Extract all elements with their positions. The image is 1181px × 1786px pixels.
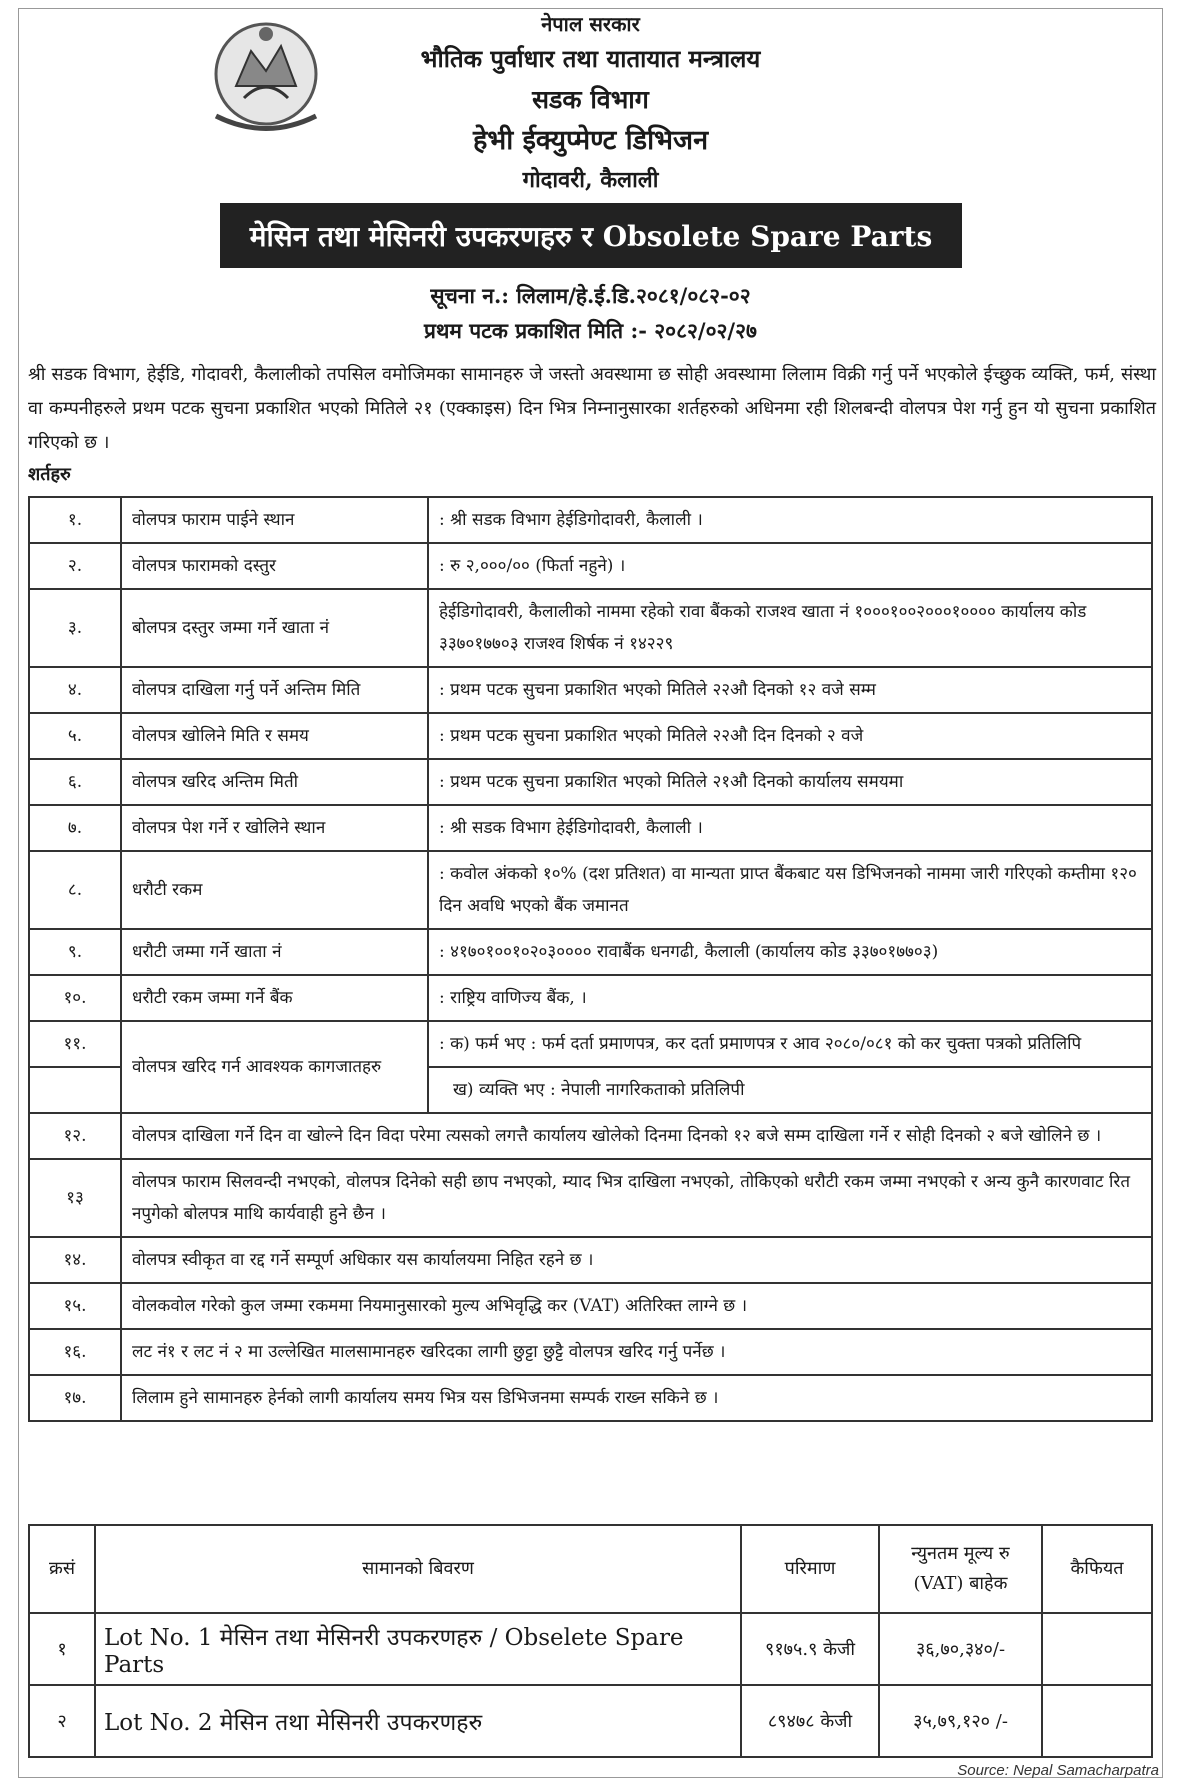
term-value: लट नं१ र लट नं २ मा उल्लेखित मालसामानहरु खरिदका लागी छुट्टा छुट्टै वोलपत्र खरिद गर्नु पर्नेछ । [121,1329,1152,1375]
term-row [29,1113,1152,1159]
term-number: १०. [29,975,121,1021]
term-label: वोलपत्र दाखिला गर्नु पर्ने अन्तिम मिति [121,667,428,713]
term-number: ४. [29,667,121,713]
col-sn: क्रसं [29,1525,95,1613]
term-label: वोलपत्र फारामको दस्तुर [121,543,428,589]
term-number: ५. [29,713,121,759]
published-date: प्रथम पटक प्रकाशित मिति :- २०८२/०२/२७ [424,318,757,343]
term-number: १७. [29,1375,121,1421]
header-ministry: भौतिक पुर्वाधार तथा यातायात मन्त्रालय [420,44,761,73]
items-table [28,1524,1153,1758]
term-label: वोलपत्र खरिद गर्न आवश्यक कागजातहरु [121,1021,428,1113]
term-row [29,713,1152,759]
col-price [879,1525,1042,1613]
source-credit: Source: Nepal Samacharpatra [957,1762,1159,1779]
term-value: ख) व्यक्ति भए : नेपाली नागरिकताको प्रतिलिपी [428,1067,1152,1113]
item-sn: २ [29,1685,95,1757]
items-header-row [29,1525,1152,1613]
col-description: सामानको बिवरण [95,1525,741,1613]
term-number: १५. [29,1283,121,1329]
col-quantity: परिमाण [741,1525,879,1613]
header-division: हेभी ईक्युप्मेण्ट डिभिजन [472,125,709,156]
term-label: बोलपत्र दस्तुर जम्मा गर्ने खाता नं [121,589,428,667]
term-value: वोलपत्र दाखिला गर्ने दिन वा खोल्ने दिन विदा परेमा त्यसको लगत्तै कार्यालय खोलेको दिनमा दिनको १२ बजे सम्म दाखिला गर्ने र सोही दिनको २ बजे खोलिने छ । [121,1113,1152,1159]
term-number-empty [29,1067,121,1113]
term-value: : ४१७०१००१०२०३०००० रावाबैंक धनगढी, कैलाली (कार्यालय कोड ३३७०१७७०३) [428,929,1152,975]
term-label: धरौटी रकम जम्मा गर्ने बैंक [121,975,428,1021]
term-value: : रु २,०००/०० (फिर्ता नहुने) । [428,543,1152,589]
term-value: वोलपत्र फाराम सिलवन्दी नभएको, वोलपत्र दिनेको सही छाप नभएको, म्याद भित्र दाखिला नभएको, तोकिएको धरौटी रकम जम्मा नभएको र अन्य कुनै कारणवाट रित नपुगेको बोलपत्र माथि कार्यवाही हुने छैन । [121,1159,1152,1237]
term-number: १३ [29,1159,121,1237]
item-remarks [1042,1613,1152,1685]
intro-paragraph: श्री सडक विभाग, हेईडि, गोदावरी, कैलालीको तपसिल वमोजिमका सामानहरु जे जस्तो अवस्थामा छ सोही अवस्थामा लिलाम विक्री गर्नु पर्ने भएकोले ईच्छुक व्यक्ति, फर्म, संस्था वा कम्पनीहरुले प्रथम पटक सुचना प्रकाशित भएको मितिले २१ (एक्काइस) दिन भित्र निम्नानुसारका शर्तहरुको अधिनमा रही शिलबन्दी वोलपत्र पेश गर्नु हुन यो सुचना प्रकाशित गरिएको छ । [28,364,1156,453]
term-row [29,1283,1152,1329]
notice-number: सूचना न.: लिलाम/हे.ई.डि.२०८१/०८२-०२ [430,283,751,308]
term-value: हेईडिगोदावरी, कैलालीको नाममा रहेको रावा बैंकको राजश्व खाता नं १०००१००२०००१०००० कार्यालय कोड ३३७०१७७०३ राजश्व शिर्षक नं १४२२९ [428,589,1152,667]
term-value: वोलपत्र स्वीकृत वा रद्द गर्ने सम्पूर्ण अधिकार यस कार्यालयमा निहित रहने छ । [121,1237,1152,1283]
term-label: वोलपत्र फाराम पाईने स्थान [121,497,428,543]
term-number: १६. [29,1329,121,1375]
terms-heading: शर्तहरु [28,464,71,485]
item-description: Lot No. 1 मेसिन तथा मेसिनरी उपकरणहरु / Obselete Spare Parts [95,1613,741,1685]
term-number: १२. [29,1113,121,1159]
term-row [29,589,1152,667]
term-number: ३. [29,589,121,667]
term-label: वोलपत्र खोलिने मिति र समय [121,713,428,759]
term-value: : श्री सडक विभाग हेईडिगोदावरी, कैलाली । [428,497,1152,543]
header-location: गोदावरी, कैलाली [522,167,659,193]
item-sn: १ [29,1613,95,1685]
term-number: ७. [29,805,121,851]
term-value: : प्रथम पटक सुचना प्रकाशित भएको मितिले २२औ दिनको १२ वजे सम्म [428,667,1152,713]
term-row [29,1329,1152,1375]
header-government: नेपाल सरकार [541,12,640,36]
term-label: धरौटी रकम [121,851,428,929]
term-label: धरौटी जम्मा गर्ने खाता नं [121,929,428,975]
term-row [29,667,1152,713]
term-value: वोलकवोल गरेको कुल जम्मा रकममा नियमानुसारको मुल्य अभिवृद्धि कर (VAT) अतिरिक्त लाग्ने छ । [121,1283,1152,1329]
term-value: : क) फर्म भए : फर्म दर्ता प्रमाणपत्र, कर दर्ता प्रमाणपत्र र आव २०८०/०८१ को कर चुक्ता पत्रको प्रतिलिपि [428,1021,1152,1067]
term-number: ८. [29,851,121,929]
term-row [29,1021,1152,1067]
term-value: लिलाम हुने सामानहरु हेर्नको लागी कार्यालय समय भित्र यस डिभिजनमा सम्पर्क राख्न सकिने छ । [121,1375,1152,1421]
col-price-line1: न्युनतम मूल्य रु [911,1543,1010,1564]
item-description: Lot No. 2 मेसिन तथा मेसिनरी उपकरणहरु [95,1685,741,1757]
title-banner: मेसिन तथा मेसिनरी उपकरणहरु र Obsolete Spare Parts [220,203,962,268]
term-row [29,759,1152,805]
col-remarks: कैफियत [1042,1525,1152,1613]
term-value: : कवोल अंकको १०% (दश प्रतिशत) वा मान्यता प्राप्त बैंकबाट यस डिभिजनको नाममा जारी गरिएको कम्तीमा १२० दिन अवधि भएको बैंक जमानत [428,851,1152,929]
term-number: ६. [29,759,121,805]
col-price-line2: (VAT) बाहेक [913,1573,1008,1594]
term-label: वोलपत्र पेश गर्ने र खोलिने स्थान [121,805,428,851]
item-row [29,1613,1152,1685]
term-value: : श्री सडक विभाग हेईडिगोदावरी, कैलाली । [428,805,1152,851]
item-price: ३६,७०,३४०/- [879,1613,1042,1685]
item-quantity: ९१७५.९ केजी [741,1613,879,1685]
term-value: : प्रथम पटक सुचना प्रकाशित भएको मितिले २२औ दिन दिनको २ वजे [428,713,1152,759]
item-remarks [1042,1685,1152,1757]
item-quantity: ८९४७८ केजी [741,1685,879,1757]
term-row [29,543,1152,589]
term-row [29,851,1152,929]
term-label: वोलपत्र खरिद अन्तिम मिती [121,759,428,805]
term-row [29,1159,1152,1237]
term-number: १. [29,497,121,543]
term-row [29,1375,1152,1421]
term-number: ११. [29,1021,121,1067]
term-value: : राष्ट्रिय वाणिज्य बैंक, । [428,975,1152,1021]
term-value: : प्रथम पटक सुचना प्रकाशित भएको मितिले २१औ दिनको कार्यालय समयमा [428,759,1152,805]
term-row [29,805,1152,851]
term-row [29,497,1152,543]
term-row [29,929,1152,975]
term-number: ९. [29,929,121,975]
terms-table [28,496,1153,1422]
term-row [29,1237,1152,1283]
term-number: २. [29,543,121,589]
header-department: सडक विभाग [532,85,649,114]
term-number: १४. [29,1237,121,1283]
term-row [29,975,1152,1021]
item-price: ३५,७९,१२० /- [879,1685,1042,1757]
item-row [29,1685,1152,1757]
